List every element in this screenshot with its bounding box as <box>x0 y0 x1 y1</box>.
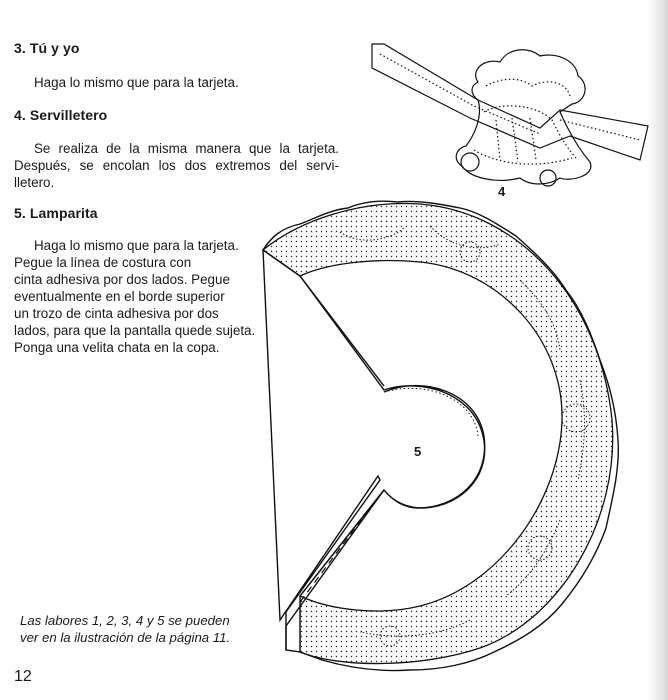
body-line: Se realiza de la misma manera que la tarjeta. <box>34 141 339 156</box>
body-line: Ponga una velita chata en la copa. <box>14 340 220 355</box>
page-number: 12 <box>14 668 32 685</box>
footnote-line: Las labores 1, 2, 3, 4 y 5 se pueden <box>20 613 230 628</box>
napkin-ring-pattern <box>372 44 648 186</box>
body-line: eventualmente en el borde superior <box>14 289 225 304</box>
figure-label-lamp: 5 <box>414 444 422 459</box>
body-line: cinta adhesiva por dos lados. Pegue <box>14 272 230 287</box>
body-line: lletero. <box>14 175 55 190</box>
page-edge-shadow <box>648 0 668 700</box>
footnote-line: ver en la ilustración de la página 11. <box>20 630 231 645</box>
lamp-shade-pattern <box>263 201 618 670</box>
body-line: Haga lo mismo que para la tarjeta. <box>34 238 239 253</box>
body-line: Después, se encolan los dos extremos del servi- <box>14 158 339 173</box>
body-line: un trozo de cinta adhesiva por dos <box>14 306 219 321</box>
body-line: lados, para que la pantalla quede sujeta. <box>14 323 256 338</box>
section-body-tu-y-yo: Haga lo mismo que para la tarjeta. <box>34 75 239 90</box>
section-heading-lamparita: 5. Lamparita <box>14 205 98 221</box>
section-heading-tu-y-yo: 3. Tú y yo <box>14 40 80 56</box>
section-heading-servilletero: 4. Servilletero <box>14 107 108 123</box>
figure-label-napkin-ring: 4 <box>498 184 506 199</box>
footnote <box>20 612 270 646</box>
body-line: Pegue la línea de costura con <box>14 255 192 270</box>
